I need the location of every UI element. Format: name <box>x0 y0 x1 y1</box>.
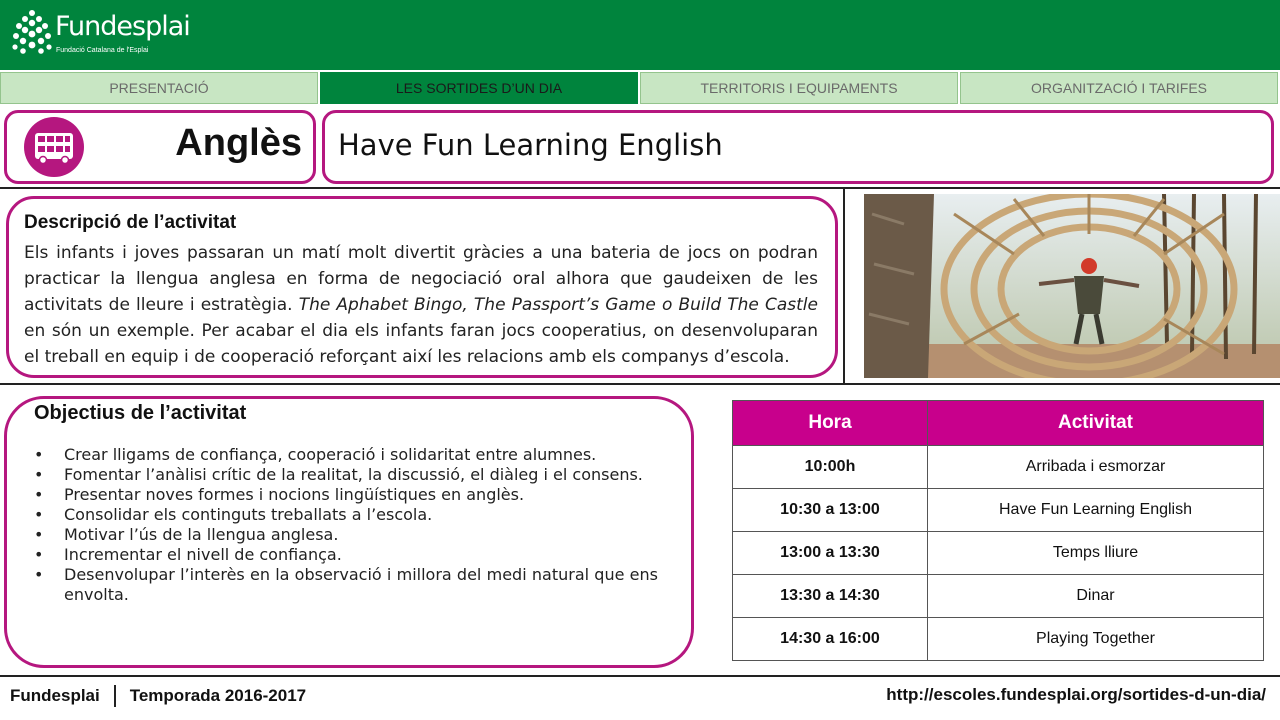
table-row <box>733 575 1264 618</box>
objectives-list <box>30 445 658 605</box>
description-game-names: The Aphabet Bingo, The Passport’s Game o Build The Castle <box>298 295 818 315</box>
photo-ropes-tunnel-icon <box>864 194 1280 378</box>
objective-item: • Motivar l’ús de la llengua anglesa. <box>30 525 658 545</box>
schedule-time: 10:00h <box>733 446 928 489</box>
schedule-time: 14:30 a 16:00 <box>733 618 928 661</box>
objective-item: • Incrementar el nivell de confiança. <box>30 545 658 565</box>
schedule-activity: Have Fun Learning English <box>928 489 1264 532</box>
description-heading: Descripció de l’activitat <box>24 212 237 233</box>
schedule-activity: Dinar <box>928 575 1264 618</box>
page-subtitle: Have Fun Learning English <box>338 128 723 162</box>
table-row <box>733 489 1264 532</box>
page-title: Anglès <box>175 122 302 164</box>
objective-item: • Crear lligams de confiança, cooperació i solidaritat entre alumnes. <box>30 445 658 465</box>
tab-territoris-i-equipaments[interactable]: TERRITORIS I EQUIPAMENTS <box>640 72 958 104</box>
bus-icon <box>24 117 84 177</box>
tab-presentacio[interactable]: PRESENTACIÓ <box>0 72 318 104</box>
footer-brand: Fundesplai <box>10 686 100 705</box>
objective-item: • Consolidar els continguts treballats a l’escola. <box>30 505 658 525</box>
schedule-activity: Temps lliure <box>928 532 1264 575</box>
divider-top <box>0 187 1280 189</box>
tab-organitzacio-i-tarifes[interactable]: ORGANITZACIÓ I TARIFES <box>960 72 1278 104</box>
objective-item: • Fomentar l’anàlisi crític de la realitat, la discussió, el diàleg i el consens. <box>30 465 658 485</box>
schedule-table <box>732 400 1264 661</box>
table-row <box>733 618 1264 661</box>
footer-left <box>10 685 306 707</box>
objective-item: • Presentar noves formes i nocions lingüístiques en anglès. <box>30 485 658 505</box>
footer-url-link[interactable]: http://escoles.fundesplai.org/sortides-d-un-dia/ <box>886 685 1266 704</box>
table-row <box>733 446 1264 489</box>
column-header-hora: Hora <box>733 401 928 446</box>
brand-logo[interactable] <box>12 9 232 59</box>
schedule-activity: Playing Together <box>928 618 1264 661</box>
footer-season: Temporada 2016-2017 <box>129 686 307 705</box>
column-header-activitat: Activitat <box>928 401 1264 446</box>
table-row <box>733 532 1264 575</box>
schedule-header-row <box>733 401 1264 446</box>
description-text <box>24 240 818 370</box>
brand-tagline: Fundació Catalana de l'Esplai <box>56 47 149 54</box>
schedule-time: 13:00 a 13:30 <box>733 532 928 575</box>
schedule-activity: Arribada i esmorzar <box>928 446 1264 489</box>
divider-bottom <box>0 675 1280 677</box>
description-text-part: en són un exemple. Per acabar el dia els infants faran jocs cooperatius, on desenvoluparan el treball en equip i de cooperació reforçant així les relacions amb els companys d’escola. <box>24 321 818 367</box>
flower-logo-icon <box>12 9 52 55</box>
main-nav <box>0 70 1280 104</box>
brand-name: Fundesplai <box>55 11 190 42</box>
objectives-heading: Objectius de l’activitat <box>34 402 247 424</box>
description-text-part: Els infants i joves passaran un matí molt divertit gràcies a una bateria de jocs on podran practicar la llengua anglesa en forma de negociació oral alhora que gaudeixen de les activitats de lleure i estratègia. <box>24 243 818 315</box>
tab-sortides-dun-dia[interactable]: LES SORTIDES D’UN DIA <box>320 72 638 104</box>
objective-item: • Desenvolupar l’interès en la observació i millora del medi natural que ens envolta. <box>30 565 658 605</box>
divider-vertical <box>843 188 845 385</box>
divider-middle <box>0 383 1280 385</box>
activity-photo <box>864 194 1280 378</box>
schedule-time: 10:30 a 13:00 <box>733 489 928 532</box>
schedule-time: 13:30 a 14:30 <box>733 575 928 618</box>
footer-separator <box>114 685 116 707</box>
